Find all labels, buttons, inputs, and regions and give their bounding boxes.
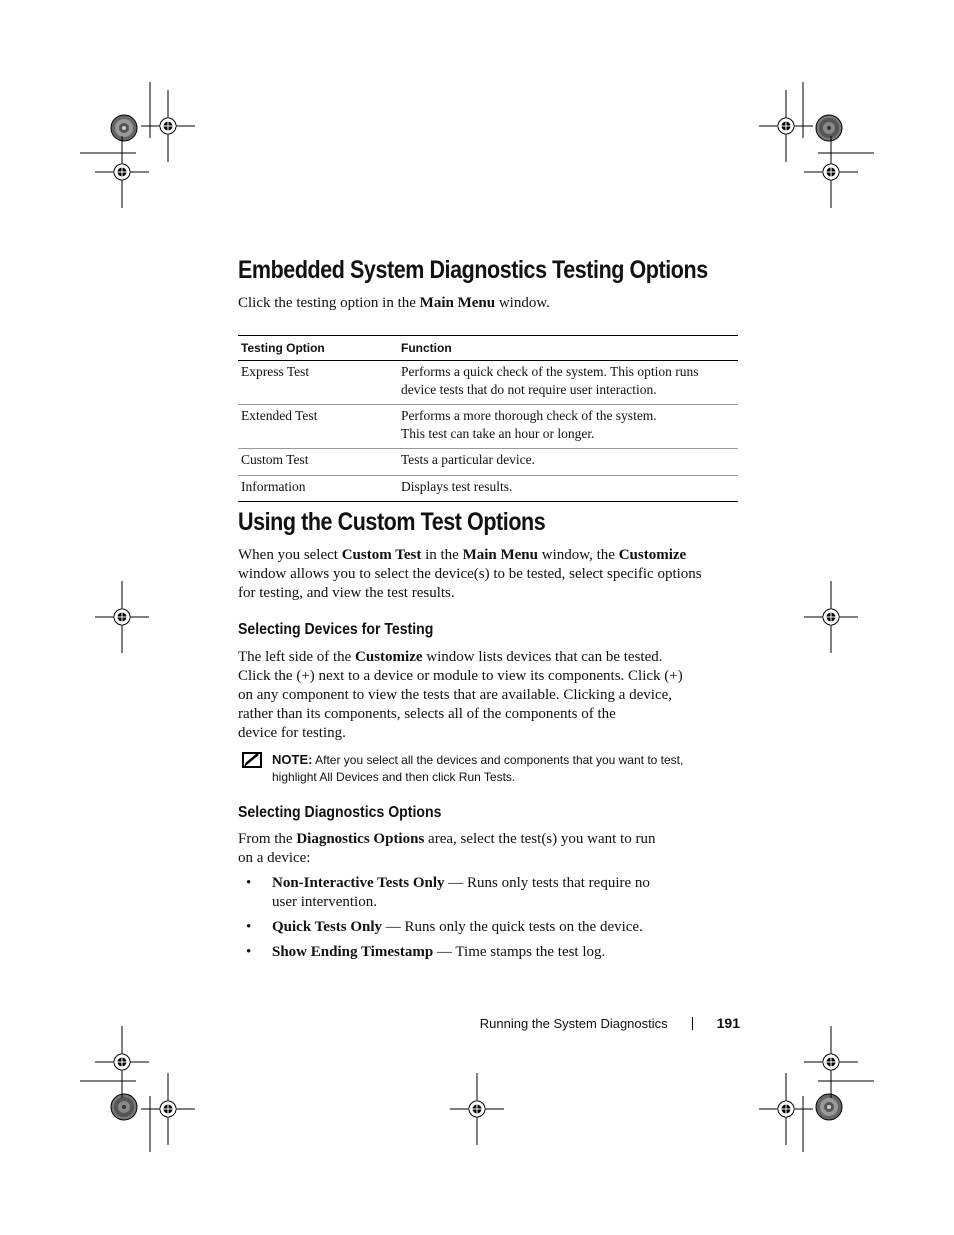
crosshair-mark-icon: [804, 136, 858, 208]
starburst-mark-icon: [816, 115, 842, 141]
option-cell: Express Test: [238, 361, 398, 405]
starburst-mark-icon: [111, 1094, 137, 1120]
crosshair-mark-icon: [95, 1026, 149, 1098]
testing-options-table: [238, 335, 738, 502]
table-row: [238, 449, 738, 476]
subsection-title-selecting-devices: Selecting Devices for Testing: [238, 621, 434, 638]
footer-divider: [692, 1017, 693, 1030]
selecting-devices-paragraph: The left side of the Customize window lists devices that can be tested. Click the (+) next to a device or module to view its components. Click (+) on any component to view the tests that are available. Clicking a device, rather than its components, selects all of the components of the device for testing.: [238, 649, 683, 741]
column-header-testing-option: Testing Option: [238, 336, 398, 361]
crosshair-mark-icon: [450, 1073, 504, 1145]
crosshair-mark-icon: [95, 581, 149, 653]
list-item: • Quick Tests Only — Runs only the quick tests on the device.: [246, 919, 643, 935]
section-title-testing-options: Embedded System Diagnostics Testing Options: [238, 256, 708, 284]
diagnostics-options-list: [238, 874, 718, 968]
option-cell: Information: [238, 475, 398, 502]
list-item: • Show Ending Timestamp — Time stamps the test log.: [246, 944, 606, 960]
crosshair-mark-icon: [95, 136, 149, 208]
footer-chapter-title: Running the System Diagnostics: [479, 1016, 668, 1031]
subsection-title-diagnostics-options: Selecting Diagnostics Options: [238, 804, 442, 821]
custom-test-paragraph: When you select Custom Test in the Main Menu window, the Customize window allows you to select the device(s) to be tested, select specific options for testing, and view the test results.: [238, 547, 702, 601]
option-cell: Extended Test: [238, 405, 398, 449]
page-number: 191: [716, 1015, 740, 1031]
crosshair-mark-icon: [804, 581, 858, 653]
table-row: [238, 475, 738, 502]
section-title-custom-test: Using the Custom Test Options: [238, 508, 546, 536]
table-row: [238, 405, 738, 449]
option-cell: Custom Test: [238, 449, 398, 476]
table-row: [238, 361, 738, 405]
crosshair-mark-icon: [804, 1026, 858, 1098]
page-footer: [480, 1015, 740, 1031]
function-cell: Displays test results.: [398, 475, 738, 502]
note-text: NOTE: After you select all the devices and components that you want to test, highlight All Devices and then click Run Tests.: [272, 752, 684, 784]
starburst-mark-icon: [111, 115, 137, 141]
function-cell: Performs a quick check of the system. This option runs device tests that do not require user interaction.: [398, 361, 738, 405]
list-item: • Non-Interactive Tests Only — Runs only tests that require no user intervention.: [246, 875, 650, 910]
function-cell: Performs a more thorough check of the system. This test can take an hour or longer.: [398, 405, 738, 449]
crosshair-mark-icon: [759, 90, 813, 162]
crosshair-mark-icon: [141, 1073, 195, 1145]
testing-options-intro: Click the testing option in the Main Menu window.: [238, 295, 550, 311]
diagnostics-options-paragraph: From the Diagnostics Options area, select the test(s) you want to run on a device:: [238, 831, 656, 866]
column-header-function: Function: [398, 336, 738, 361]
function-cell: Tests a particular device.: [398, 449, 738, 476]
crosshair-mark-icon: [141, 90, 195, 162]
table-header-row: [238, 336, 738, 361]
crosshair-mark-icon: [759, 1073, 813, 1145]
starburst-mark-icon: [816, 1094, 842, 1120]
pencil-note-icon: [241, 751, 263, 769]
